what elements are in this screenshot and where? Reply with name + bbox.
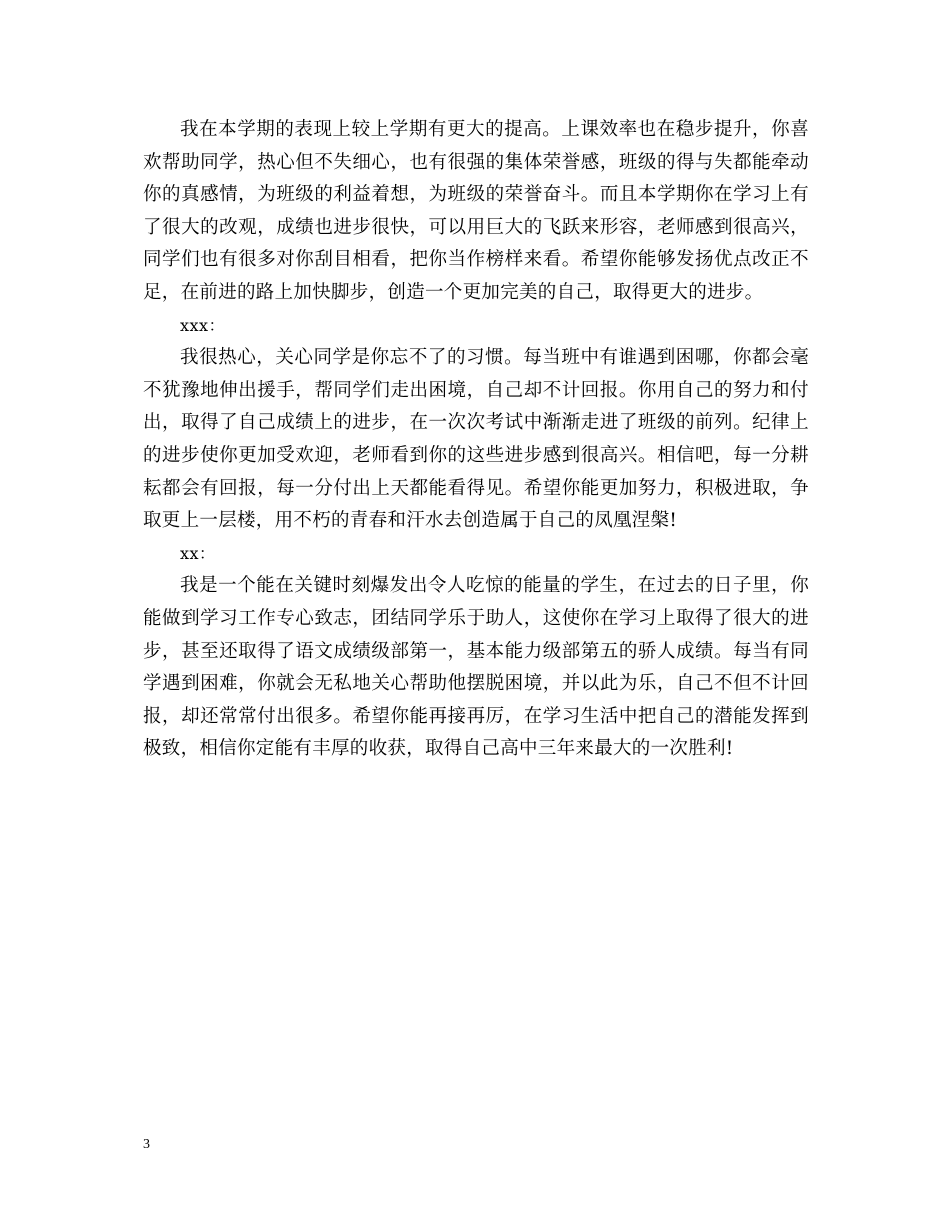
paragraph-1: 我在本学期的表现上较上学期有更大的提高。上课效率也在稳步提升，你喜欢帮助同学，热心但不失细心，也有很强的集体荣誉感，班级的得与失都能牵动你的真感情，为班级的利益着想，为班级的荣誉奋斗。而且本学期你在学习上有了很大的改观，成绩也进步很快，可以用巨大的飞跃来形容，老师感到很高兴，同学们也有很多对你刮目相看，把你当作榜样来看。希望你能够发扬优点改正不足，在前进的路上加快脚步，创造一个更加完美的自己，取得更大的进步。 [143,119,809,303]
document-body [143,114,809,766]
paragraph-2: 我很热心，关心同学是你忘不了的习惯。每当班中有谁遇到困哪，你都会毫不犹豫地伸出援手，帮同学们走出困境，自己却不计回报。你用自己的努力和付出，取得了自己成绩上的进步，在一次次考试中渐渐走进了班级的前列。纪律上的进步使你更加受欢迎，老师看到你的这些进步感到很高兴。相信吧，每一分耕耘都会有回报，每一分付出上天都能看得见。希望你能更加努力，积极进取，争取更上一层楼，用不朽的青春和汗水去创造属于自己的凤凰涅槃! [143,347,809,532]
salutation-xx: xx： [180,543,216,563]
page-number: 3 [143,1137,150,1152]
paragraph-3: 我是一个能在关键时刻爆发出令人吃惊的能量的学生，在过去的日子里，你能做到学习工作专心致志，团结同学乐于助人，这使你在学习上取得了很大的进步，甚至还取得了语文成绩级部第一，基本能力级部第五的骄人成绩。每当有同学遇到困难，你就会无私地关心帮助他摆脱困境，并以此为乐，自己不但不计回报，却还常常付出很多。希望你能再接再厉，在学习生活中把自己的潜能发挥到极致，相信你定能有丰厚的收获，取得自己高中三年来最大的一次胜利! [143,575,809,760]
salutation-xxx: xxx： [180,315,226,335]
